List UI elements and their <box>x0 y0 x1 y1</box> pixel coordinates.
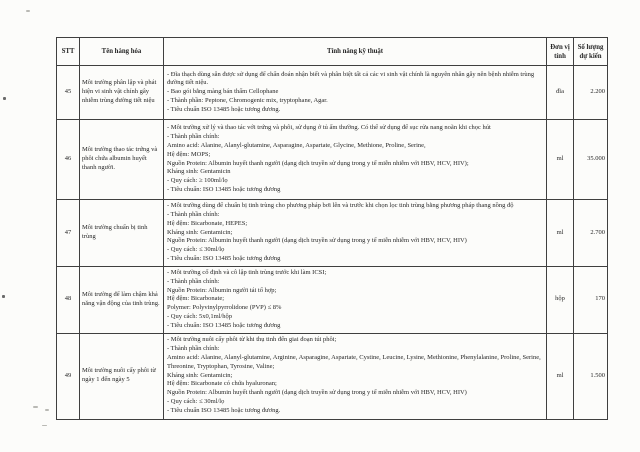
cell-spec <box>164 120 547 199</box>
spec-line: - Đĩa thạch dùng sẵn được sử dụng để chẩn đoán nhận biết và phân biệt tất cả các vi sinh vật chính là nguyên nhân gây nên bệnh nhiễm trùng đường tiết niệu. <box>167 70 535 87</box>
spec-line: Amino acid: Alanine, Alanyl-glutamine, Arginine, Asparagine, Aspartate, Cystine, Leucine, Lysine, Methionine, Phenylalanine, Proline, Serine, Threonine, Tryptophan, Tyrosine, Valine; <box>167 354 541 370</box>
spec-line: Kháng sinh: Gentamicin <box>167 168 231 176</box>
spec-line: - Quy cách: ≥ 100ml/lọ <box>167 177 228 185</box>
scan-noise-mark <box>26 10 30 12</box>
cell-qty: 1.500 <box>590 371 605 379</box>
spec-line: Hệ đệm: Bicarbonate; <box>167 295 225 303</box>
scan-noise-mark <box>42 425 47 426</box>
spec-line: - Tiêu chuẩn ISO 13485 hoặc tương đương. <box>167 105 281 113</box>
spec-line: Kháng sinh: Gentamicin; <box>167 228 233 236</box>
cell-unit: ml <box>547 200 574 266</box>
spec-line: - Tiêu chuẩn: ISO 13485 hoặc tương đương <box>167 321 281 329</box>
scan-noise-dot <box>3 97 6 100</box>
spec-line: - Bao gói bằng màng bán thấm Cellophane <box>167 88 279 96</box>
cell-stt: 49 <box>57 334 80 419</box>
spec-line: Hệ đệm: Bicarbonate có chứa hyaluronan; <box>167 380 277 388</box>
cell-name: Môi trường nuôi cấy phôi từ ngày 1 đến ngày 5 <box>80 334 164 419</box>
spec-line: - Quy cách: ≤ 30ml/lọ <box>167 246 225 254</box>
cell-name: Môi trường phân lập và phát hiện vi sinh vật chính gây nhiễm trùng đường tiết niệu <box>80 66 164 119</box>
spec-line: Nguồn Protein: Albumin huyết thanh người (dạng dịch truyền sử dụng trong y tế miễn nhiễm với HBV, HCV, HIV) <box>167 389 467 397</box>
spec-line: - Thành phần chính: <box>167 345 220 353</box>
spec-line: Nguồn Protein: Albumin người tái tổ hợp; <box>167 286 277 294</box>
scan-noise-mark <box>33 406 38 408</box>
table-row <box>57 120 607 200</box>
cell-stt: 45 <box>57 66 80 119</box>
spec-line: - Quy cách: 5x0,1ml/hộp <box>167 312 232 320</box>
spec-line: - Thành phần chính: <box>167 211 220 218</box>
cell-spec <box>164 66 547 119</box>
cell-unit: đĩa <box>547 66 574 119</box>
spec-line: - Quy cách: ≤ 30ml/lọ <box>167 398 225 406</box>
table-row <box>57 267 607 334</box>
header-unit: Đơn vị tính <box>547 38 574 65</box>
spec-line: Polymer: Polyvinylpyrrolidone (PVP) ≤ 8% <box>167 304 282 312</box>
scan-noise-dot <box>2 295 5 298</box>
cell-qty: 2.200 <box>590 88 605 96</box>
spec-line: - Môi trường cố định và cô lập tinh trùng trước khi làm ICSI; <box>167 269 327 276</box>
table-row <box>57 200 607 267</box>
cell-stt: 46 <box>57 120 80 199</box>
cell-spec <box>164 334 547 419</box>
spec-line: - Môi trường dùng để chuẩn bị tinh trùng cho phương pháp bơi lên và trước khi chọn lọc tinh trùng bằng phương pháp thang nồng độ <box>167 202 514 210</box>
cell-spec <box>164 200 547 266</box>
cell-qty: 2.700 <box>590 228 605 236</box>
cell-stt: 48 <box>57 267 80 333</box>
header-stt: STT <box>57 38 80 65</box>
spec-line: - Tiêu chuẩn ISO 13485 hoặc tương đương. <box>167 406 281 414</box>
table-header-row <box>57 38 607 66</box>
table-row <box>57 66 607 120</box>
spec-line: - Môi trường xử lý và thao tác với trứng và phôi, sử dụng ở tủ ấm thường. Có thể sử dụng để sục rửa nang noãn khi chọc hút <box>167 124 491 132</box>
cell-stt: 47 <box>57 200 80 266</box>
cell-qty: 35.000 <box>587 155 605 163</box>
cell-unit: ml <box>547 334 574 419</box>
spec-line: - Môi trường nuôi cấy phôi từ khi thụ tinh đến giai đoạn túi phôi; <box>167 336 337 344</box>
scan-noise-mark <box>45 409 49 411</box>
cell-spec <box>164 267 547 333</box>
spec-line: Kháng sinh: Gentamicin; <box>167 371 233 379</box>
cell-qty: 170 <box>595 295 605 303</box>
spec-line: - Tiêu chuẩn: ISO 13485 hoặc tương đương <box>167 185 281 193</box>
cell-unit: ml <box>547 120 574 199</box>
spec-line: - Thành phần: Peptone, Chromogenic mix, tryptophane, Agar. <box>167 96 328 104</box>
cell-name: Môi trường thao tác trứng và phôi chứa albumin huyết thanh người. <box>80 120 164 199</box>
spec-line: Amino acid: Alanine, Alanyl-glutamine, Asparagine, Aspartate, Glycine, Methione, Proline, Serine, <box>167 141 426 149</box>
header-qty: Số lượng dự kiến <box>577 43 604 60</box>
spec-line: - Thành phần chính: <box>167 133 220 141</box>
items-table <box>56 37 608 420</box>
spec-line: Nguồn Protein: Albumin huyết thanh người (dạng dịch truyền sử dụng trong y tế miễn nhiễm với HBV, HCV, HIV) <box>167 237 467 245</box>
spec-line: - Thành phần chính: <box>167 277 220 285</box>
spec-line: Hệ đệm: MOPS; <box>167 150 211 158</box>
cell-name: Môi trường chuẩn bị tinh trùng <box>80 200 164 266</box>
cell-name: Môi trường để làm chậm khả năng vận động của tinh trùng. <box>80 267 164 333</box>
cell-unit: hộp <box>547 267 574 333</box>
header-spec: Tính năng kỹ thuật <box>164 38 547 65</box>
spec-line: Nguồn Protein: Albumin huyết thanh người (dạng dịch truyền sử dụng trong y tế miễn nhiễm với HBV, HCV, HIV); <box>167 159 469 167</box>
header-name: Tên hàng hóa <box>80 38 164 65</box>
table-row <box>57 334 607 419</box>
spec-line: - Tiêu chuẩn: ISO 13485 hoặc tương đương <box>167 254 281 262</box>
spec-line: Hệ đệm: Bicarbonate, HEPES; <box>167 219 248 227</box>
